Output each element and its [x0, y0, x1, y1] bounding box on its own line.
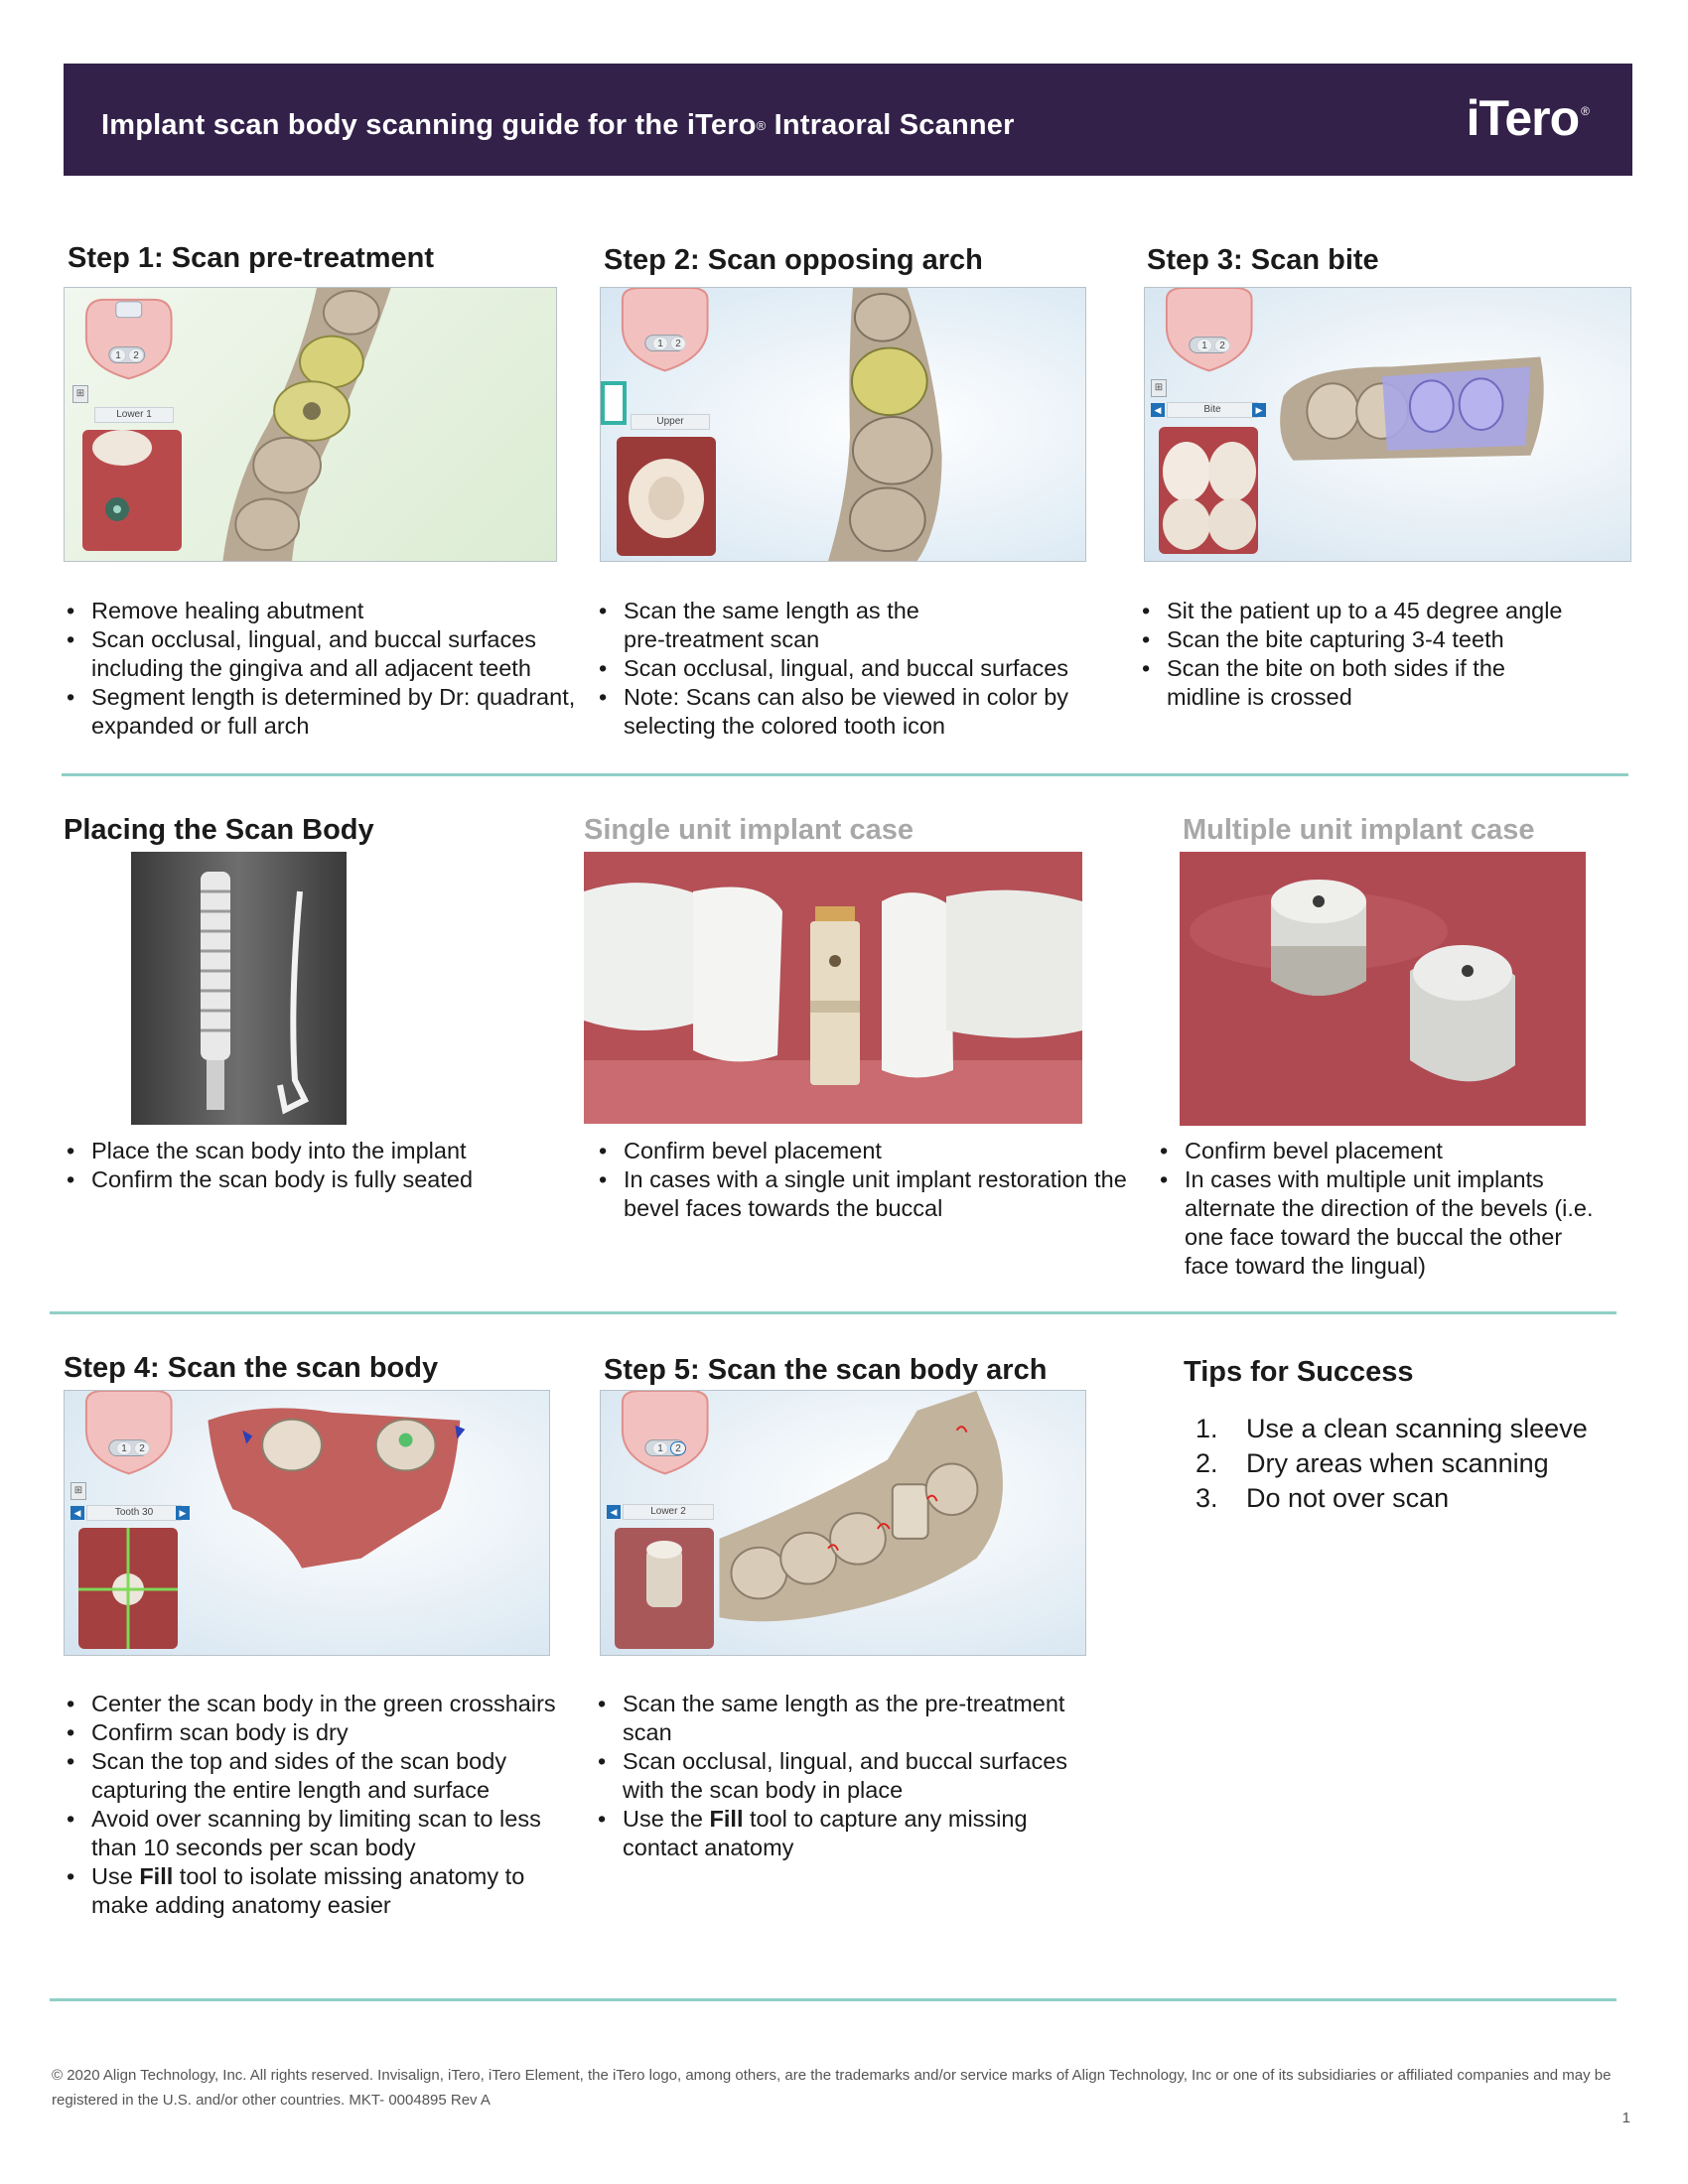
legal-footer: © 2020 Align Technology, Inc. All rights reserved. Invisalign, iTero, iTero Element, the iTero logo, among others, are the trademarks and/or service marks of Align Technology, Inc or one of its subsidiaries or affiliated companies and may be registered in the U.S. and/or other countries. MKT- 0004895 Rev A [52, 2067, 1612, 2109]
itero-logo: iTero ® [1466, 90, 1589, 146]
step4-scan-screenshot [64, 1390, 550, 1656]
segment-1-label[interactable]: 1 [116, 1441, 132, 1455]
single-unit-photo [584, 852, 1082, 1124]
list-item: • Confirm scan body is dry [64, 1718, 600, 1747]
segment-2-label[interactable]: 2 [670, 1441, 686, 1455]
scan-segment-label[interactable]: Lower 1 [94, 407, 174, 423]
section-divider [50, 1311, 1617, 1314]
multiple-unit-instructions [1157, 1137, 1614, 1281]
intraoral-camera-preview [78, 1528, 178, 1649]
step3-heading: Step 3: Scan bite [1147, 244, 1379, 276]
page-number: 1 [1621, 2110, 1630, 2126]
color-tooth-icon[interactable] [601, 381, 627, 425]
fill-tool-label: Fill [709, 1806, 744, 1832]
tips-heading: Tips for Success [1184, 1356, 1414, 1388]
segment-1-label[interactable]: 1 [652, 337, 668, 350]
scan-segment-label[interactable]: Tooth 30 [86, 1505, 182, 1521]
section-divider [50, 1998, 1617, 2001]
multiple-unit-scan-body-photo [1180, 852, 1586, 1126]
list-item: 2. Dry areas when scanning [1196, 1448, 1549, 1478]
intraoral-camera-preview [617, 437, 716, 556]
tips-list [1184, 1412, 1588, 1516]
step5-heading: Step 5: Scan the scan body arch [604, 1354, 1048, 1386]
list-item: 3. Do not over scan [1196, 1483, 1450, 1513]
section-divider [62, 773, 1628, 776]
scan-segment-label[interactable]: Bite [1167, 402, 1258, 418]
step1-heading: Step 1: Scan pre-treatment [68, 242, 435, 274]
list-item: • Confirm the scan body is fully seated [64, 1165, 580, 1194]
step2-scan-screenshot [600, 287, 1086, 562]
single-unit-heading: Single unit implant case [584, 814, 914, 846]
step4-heading: Step 4: Scan the scan body [64, 1352, 439, 1384]
layers-icon[interactable]: ⊞ [72, 385, 88, 403]
next-segment-button[interactable]: ▶ [1252, 403, 1266, 417]
multiple-unit-heading: Multiple unit implant case [1183, 814, 1535, 846]
step4-instructions [64, 1690, 600, 1920]
segment-1-label[interactable]: 1 [110, 348, 126, 362]
list-item: • Scan occlusal, lingual, and buccal surfaces [596, 654, 1122, 683]
step5-scan-screenshot [600, 1390, 1086, 1656]
header-banner [64, 64, 1632, 176]
healing-site-photo [82, 430, 182, 551]
list-item: 1. Use a clean scanning sleeve [1196, 1414, 1588, 1443]
layers-icon[interactable]: ⊞ [1151, 379, 1167, 397]
segment-1-label[interactable]: 1 [652, 1441, 668, 1455]
bite-photo [1159, 427, 1258, 554]
step1-instructions [64, 597, 580, 741]
step3-instructions [1139, 597, 1635, 712]
intraoral-camera-preview [1159, 427, 1258, 554]
step1-scan-screenshot [64, 287, 557, 562]
scan-body-arch-photo [615, 1528, 714, 1649]
list-item: • Scan occlusal, lingual, and buccal surfaces including the gingiva and all adjacent teeth [64, 625, 580, 683]
list-item: • Scan the same length as the pre-treatment scan [596, 597, 963, 654]
intraoral-camera-preview [615, 1528, 714, 1649]
list-item: • Scan the bite on both sides if the midline is crossed [1139, 654, 1556, 712]
page-title: Implant scan body scanning guide for the iTero® Intraoral Scanner [101, 109, 1015, 141]
list-item: • Use the Fill tool to capture any missing contact anatomy [595, 1805, 1071, 1862]
list-item: • Remove healing abutment [64, 597, 580, 625]
prev-segment-button[interactable]: ◀ [70, 1506, 84, 1520]
placing-heading: Placing the Scan Body [64, 814, 374, 846]
list-item: • Confirm bevel placement [1157, 1137, 1614, 1165]
segment-2-label[interactable]: 2 [134, 1441, 150, 1455]
prev-segment-button[interactable]: ◀ [607, 1505, 621, 1519]
list-item: • Confirm bevel placement [596, 1137, 1132, 1165]
list-item: • Note: Scans can also be viewed in color by selecting the colored tooth icon [596, 683, 1122, 741]
segment-1-label[interactable]: 1 [1196, 339, 1212, 352]
single-unit-scan-body-photo [584, 852, 1082, 1124]
step2-instructions [596, 597, 1122, 741]
list-item: • Scan occlusal, lingual, and buccal surfaces with the scan body in place [595, 1747, 1111, 1805]
segment-2-label[interactable]: 2 [128, 348, 144, 362]
step3-scan-screenshot [1144, 287, 1631, 562]
list-item: • Place the scan body into the implant [64, 1137, 580, 1165]
list-item: • Avoid over scanning by limiting scan to less than 10 seconds per scan body [64, 1805, 580, 1862]
scan-segment-label[interactable]: Lower 2 [623, 1504, 714, 1520]
multiple-unit-photo [1180, 852, 1586, 1126]
list-item: • Use Fill tool to isolate missing anatomy to make adding anatomy easier [64, 1862, 580, 1920]
list-item: • Scan the top and sides of the scan body capturing the entire length and surface [64, 1747, 560, 1805]
prev-segment-button[interactable]: ◀ [1151, 403, 1165, 417]
list-item: • Sit the patient up to a 45 degree angle [1139, 597, 1635, 625]
scan-segment-label[interactable]: Upper [631, 414, 710, 430]
implant-xray-image [131, 852, 347, 1125]
list-item: • Scan the same length as the pre-treatment scan [595, 1690, 1111, 1747]
fill-tool-label: Fill [139, 1863, 174, 1889]
step2-heading: Step 2: Scan opposing arch [604, 244, 983, 276]
xray-photo [131, 852, 347, 1125]
list-item: • In cases with a single unit implant restoration the bevel faces towards the buccal [596, 1165, 1132, 1223]
placing-instructions [64, 1137, 580, 1194]
intraoral-camera-preview [82, 430, 182, 551]
segment-2-label[interactable]: 2 [1214, 339, 1230, 352]
crosshair-photo [78, 1528, 178, 1649]
step5-instructions [595, 1690, 1121, 1862]
upper-molar-photo [617, 437, 716, 556]
list-item: • Scan the bite capturing 3-4 teeth [1139, 625, 1635, 654]
list-item: • Segment length is determined by Dr: quadrant, expanded or full arch [64, 683, 580, 741]
list-item: • Center the scan body in the green crosshairs [64, 1690, 600, 1718]
next-segment-button[interactable]: ▶ [176, 1506, 190, 1520]
single-unit-instructions [596, 1137, 1132, 1223]
list-item: • In cases with multiple unit implants alternate the direction of the bevels (i.e. one face toward the buccal the other face toward the lingual) [1157, 1165, 1594, 1281]
segment-2-label[interactable]: 2 [670, 337, 686, 350]
layers-icon[interactable]: ⊞ [70, 1482, 86, 1500]
